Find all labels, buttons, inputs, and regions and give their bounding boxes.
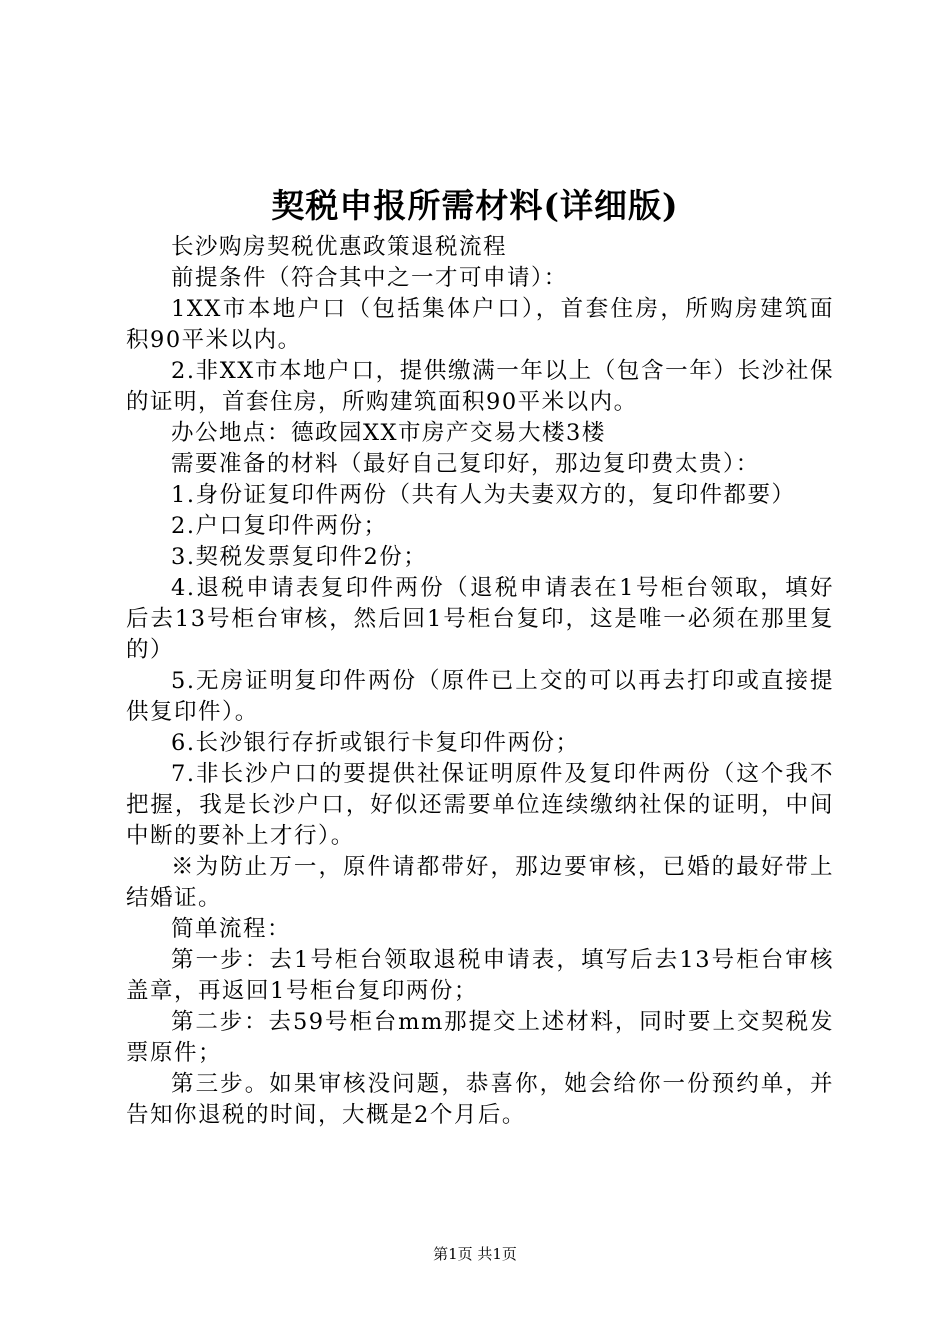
paragraph: 第一步：去1号柜台领取退税申请表，填写后去13号柜台审核盖章，再返回1号柜台复印两份； — [126, 947, 834, 1004]
paragraph: 2.非XX市本地户口，提供缴满一年以上（包含一年）长沙社保的证明，首套住房，所购建筑面积90平米以内。 — [126, 358, 834, 415]
paragraph: 1XX市本地户口（包括集体户口），首套住房，所购房建筑面积90平米以内。 — [126, 296, 834, 353]
paragraph: 2.户口复印件两份； — [171, 513, 388, 539]
paragraph: 1.身份证复印件两份（共有人为夫妻双方的，复印件都要） — [171, 482, 796, 508]
paragraph: 第二步：去59号柜台mm那提交上述材料，同时要上交契税发票原件； — [126, 1009, 834, 1066]
document-body — [126, 232, 834, 1131]
paragraph: 7.非长沙户口的要提供社保证明原件及复印件两份（这个我不把握，我是长沙户口，好似还需要单位连续缴纳社保的证明，中间中断的要补上才行）。 — [126, 761, 834, 849]
paragraph: 办公地点：德政园XX市房产交易大楼3楼 — [171, 420, 606, 446]
paragraph: 需要准备的材料（最好自己复印好，那边复印费太贵）： — [171, 451, 760, 477]
paragraph: 第三步。如果审核没问题，恭喜你，她会给你一份预约单，并告知你退税的时间，大概是2个月后。 — [126, 1071, 834, 1128]
paragraph: ※为防止万一，原件请都带好，那边要审核，已婚的最好带上结婚证。 — [126, 854, 834, 911]
paragraph: 5.无房证明复印件两份（原件已上交的可以再去打印或直接提供复印件）。 — [126, 668, 834, 725]
paragraph: 长沙购房契税优惠政策退税流程 — [171, 234, 508, 260]
paragraph: 4.退税申请表复印件两份（退税申请表在1号柜台领取，填好后去13号柜台审核，然后回1号柜台复印，这是唯一必须在那里复的） — [126, 575, 834, 663]
paragraph: 3.契税发票复印件2份； — [171, 544, 428, 570]
paragraph: 前提条件（符合其中之一才可申请）： — [171, 265, 568, 291]
page-footer: 第1页 共1页 — [433, 1245, 517, 1263]
paragraph: 简单流程： — [171, 916, 292, 942]
paragraph: 6.长沙银行存折或银行卡复印件两份； — [171, 730, 580, 756]
document-title: 契税申报所需材料(详细版) — [271, 186, 679, 225]
